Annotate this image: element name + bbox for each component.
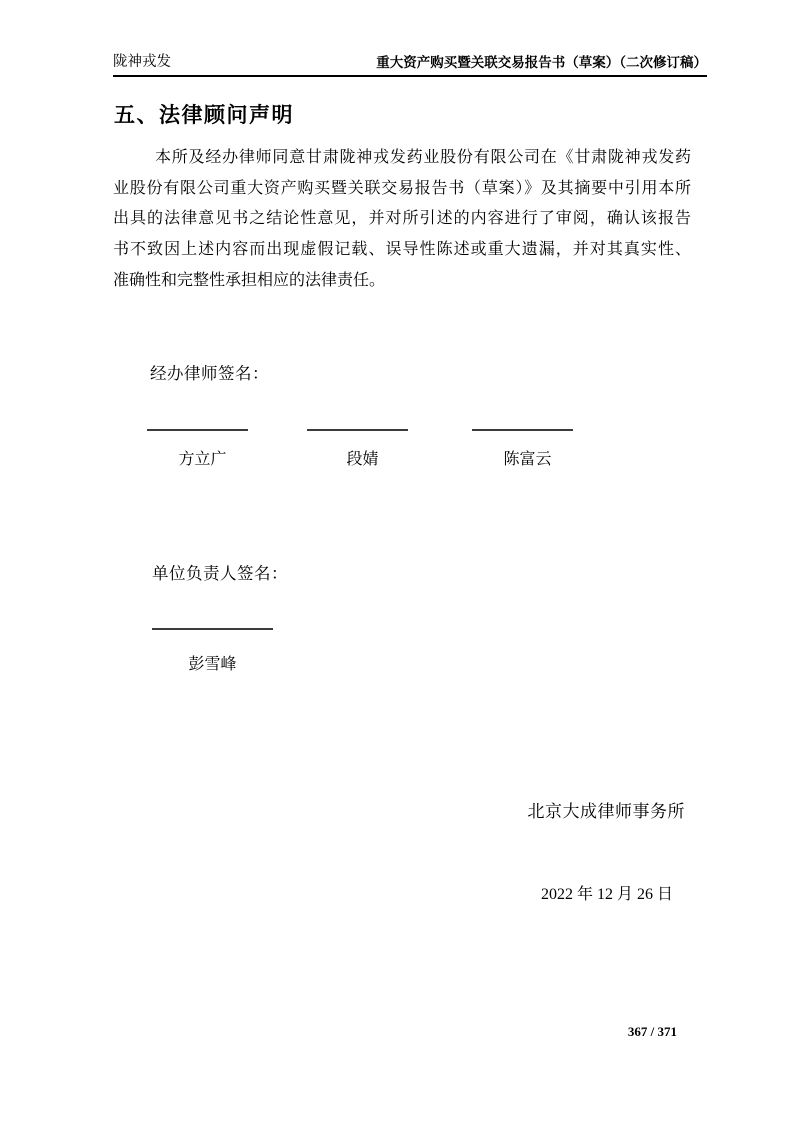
header-report-title: 重大资产购买暨关联交易报告书（草案）（二次修订稿） [376, 55, 707, 70]
law-firm-name: 北京大成律师事务所 [527, 802, 685, 821]
signature-line [472, 429, 573, 431]
signature-line [147, 429, 248, 431]
paragraph-line: 书不致因上述内容而出现虚假记载、误导性陈述或重大遗漏，并对其真实性、 [113, 241, 691, 259]
paragraph-line: 出具的法律意见书之结论性意见，并对所引述的内容进行了审阅，确认该报告 [113, 210, 691, 228]
lawyer-signature-label: 经办律师签名： [150, 364, 269, 383]
signature-line [152, 628, 273, 630]
section-title: 五、法律顾问声明 [114, 104, 294, 127]
page-number: 367 / 371 [627, 1024, 677, 1039]
page-header [113, 50, 707, 77]
signature-date: 2022 年 12 月 26 日 [540, 886, 673, 903]
signature-line [307, 429, 408, 431]
lawyer-signer-name: 陈富云 [503, 451, 552, 468]
paragraph-line: 业股份有限公司重大资产购买暨关联交易报告书（草案）》及其摘要中引用本所 [113, 179, 691, 197]
unit-head-signer-name: 彭雪峰 [188, 656, 237, 673]
header-company-name: 陇神戎发 [113, 54, 171, 70]
statement-paragraph [113, 143, 691, 297]
paragraph-line: 准确性和完整性承担相应的法律责任。 [113, 271, 386, 289]
unit-head-signature-label: 单位负责人签名： [152, 564, 288, 583]
lawyer-signer-name: 方立广 [178, 451, 227, 468]
paragraph-line: 本所及经办律师同意甘肃陇神戎发药业股份有限公司在《甘肃陇神戎发药 [155, 149, 691, 166]
lawyer-signer-name: 段婧 [346, 451, 379, 468]
